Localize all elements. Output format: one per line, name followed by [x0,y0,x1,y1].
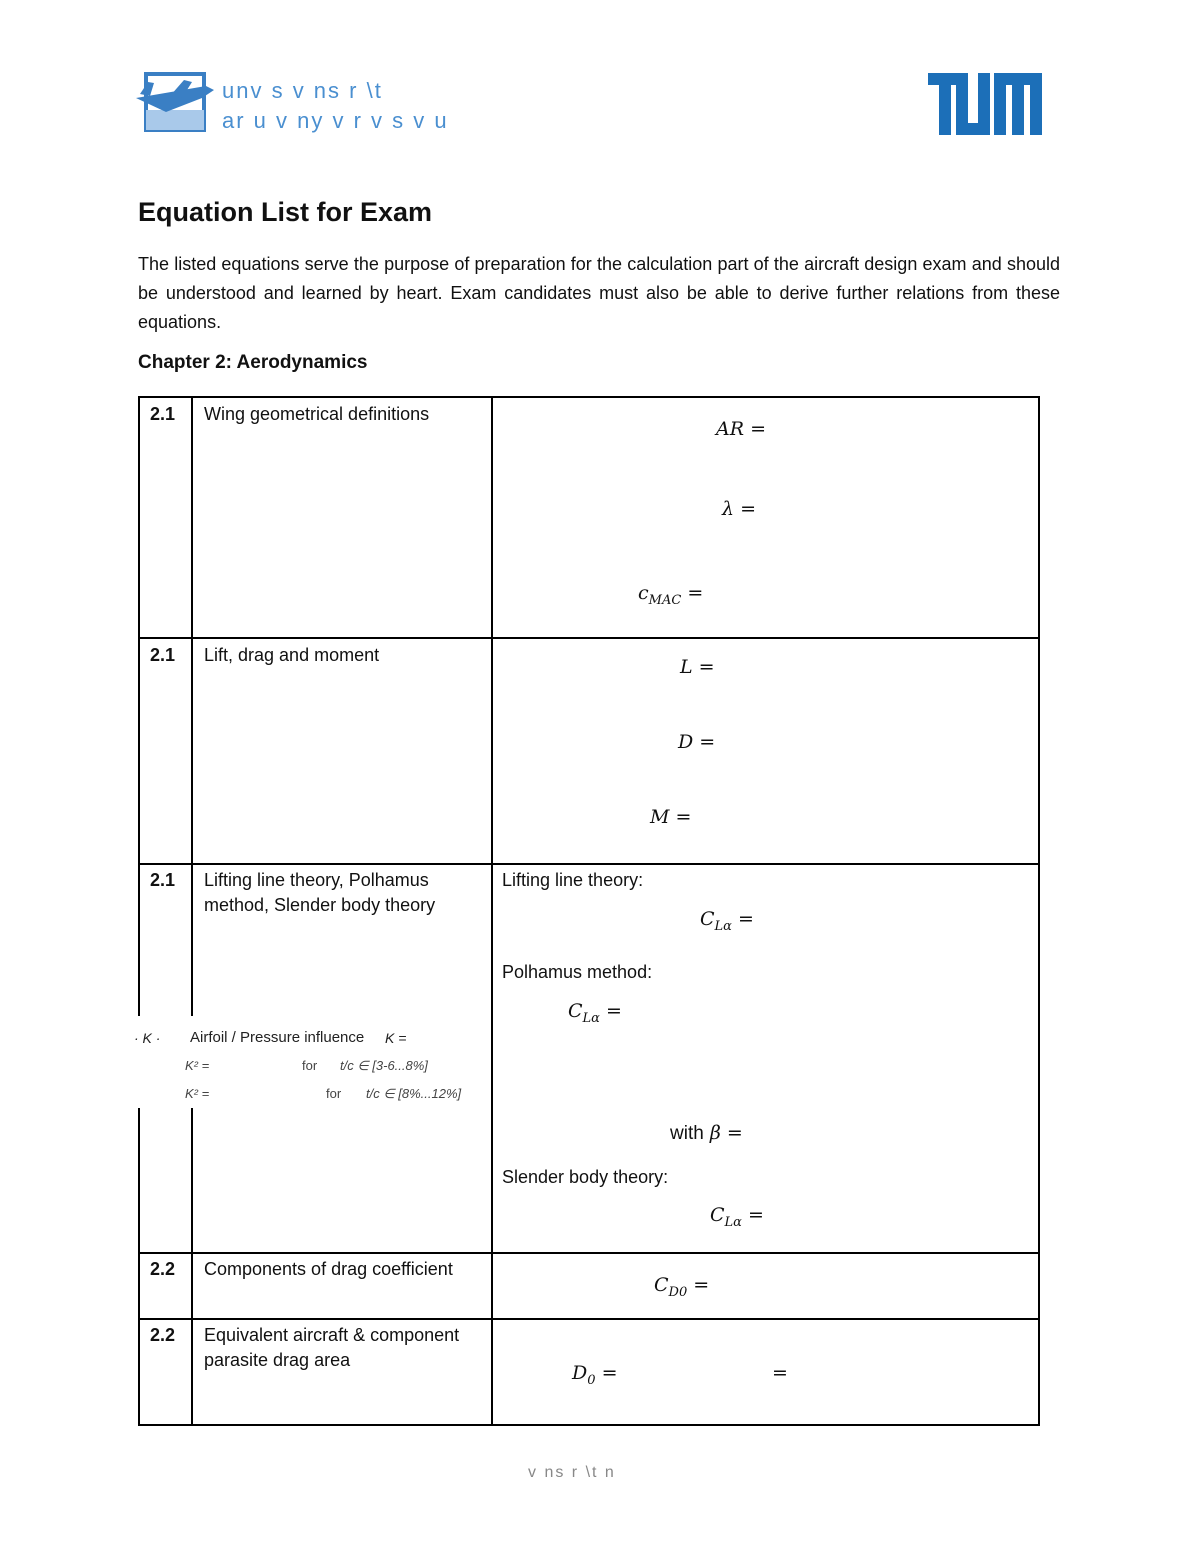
overlay-for-first: for [302,1058,318,1073]
row-number: 2.1 [150,404,176,424]
row-description: Lift, drag and moment [204,645,380,665]
chapter-heading: Chapter 2: Aerodynamics [138,352,368,373]
row-number: 2.1 [150,870,176,890]
table-divider [191,398,193,1424]
equation-cmac: $c_{MAC}$ = [638,582,704,608]
table-divider [140,1318,1038,1320]
equation-beta: with β = [670,1122,743,1144]
overlay-k-equation: K = [385,1030,407,1046]
overlay-k-left: · K · [134,1030,161,1046]
lifting-line-label: Lifting line theory: [502,870,644,890]
polhamus-label: Polhamus method: [502,962,653,982]
airplane-logo-icon [136,72,216,132]
equation-table [138,396,1040,1426]
equation-taper: λ = [722,498,757,520]
equation-cd0: $C_{D0}$ = [654,1274,710,1300]
overlay-for-second: for [326,1086,342,1101]
intro-paragraph: The listed equations serve the purpose of preparation for the calculation part of the aircraft design exam and should be understood and learned by heart. Exam candidates must also be able to derive further relations from these equations. [138,254,1060,332]
equation-d0-second-equals: = [772,1362,788,1384]
overlay-k2-second: K² = [185,1086,210,1101]
page-title: Equation List for Exam [138,197,433,227]
institute-name-line1: unv s v ns r \t [222,78,383,103]
row-number: 2.2 [150,1325,176,1345]
table-divider [140,1252,1038,1254]
overlay-range-first: t/c ∈ [3-6...8%] [340,1058,428,1073]
overlay-airfoil-label: Airfoil / Pressure influence [190,1029,365,1046]
row-number: 2.1 [150,645,176,665]
equation-d0: $D_0$ = [572,1362,618,1388]
slender-body-label: Slender body theory: [502,1167,669,1187]
row-description: Components of drag coefficient [204,1259,453,1279]
equation-lift: L = [680,656,715,678]
row-number: 2.2 [150,1259,176,1279]
equation-cla-polhamus: $C_{L\alpha}$ = [568,1000,622,1026]
equation-moment: M = [650,806,692,828]
row-description: Equivalent aircraft & component parasite drag area [204,1325,460,1370]
equation-ar: AR = [716,418,766,440]
overlay-k2-first: K² = [185,1058,210,1073]
table-divider [140,863,1038,865]
equation-drag: D = [678,731,716,753]
row-description: Wing geometrical definitions [204,404,430,424]
row-description: Lifting line theory, Polhamus method, Slender body theory [204,870,436,915]
page-footer: v ns r \t n [528,1464,616,1481]
tum-logo-icon [928,73,1042,135]
institute-name-line2: ar u v ny v r v s v u [222,108,449,133]
overlay-range-second: t/c ∈ [8%...12%] [366,1086,462,1101]
airfoil-pressure-overlay [130,1016,490,1108]
table-divider [140,637,1038,639]
table-divider [491,398,493,1424]
equation-cla-lifting-line: $C_{L\alpha}$ = [700,908,754,934]
equation-cla-slender-body: $C_{L\alpha}$ = [710,1204,764,1230]
